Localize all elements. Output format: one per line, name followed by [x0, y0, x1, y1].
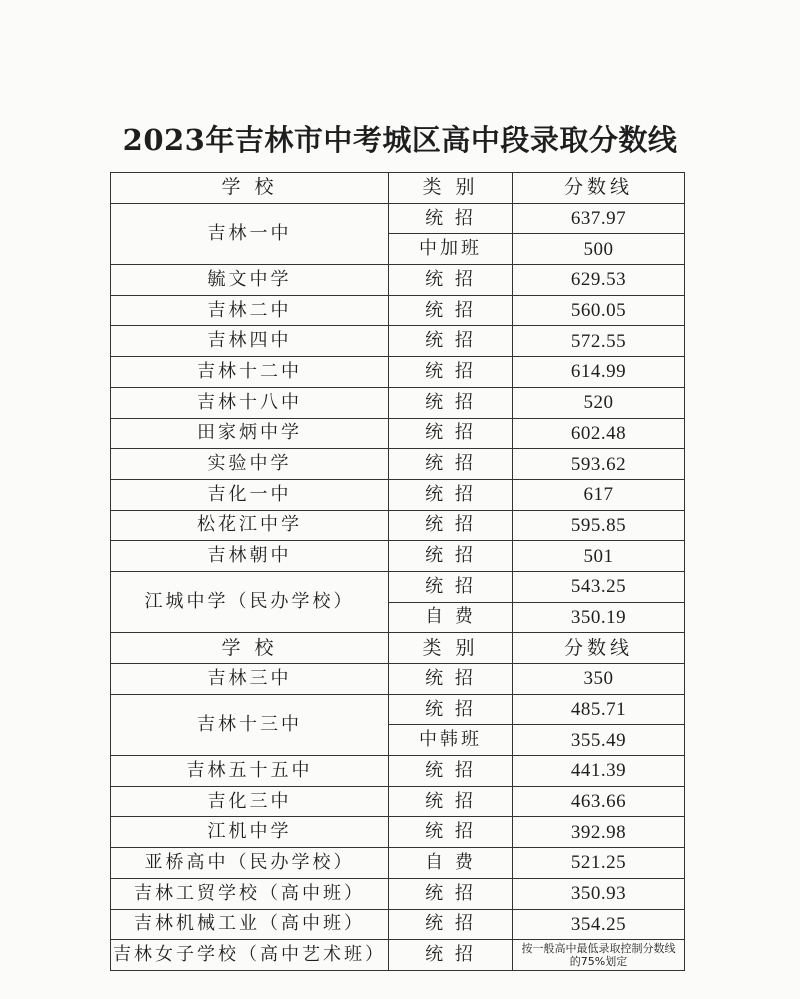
category-cell: 统 招 [389, 571, 513, 602]
school-name: 亚桥高中（民办学校） [111, 848, 389, 879]
category-cell: 自 费 [389, 848, 513, 879]
category-cell: 统 招 [389, 817, 513, 848]
school-name: 吉林二中 [111, 295, 389, 326]
category-cell: 统 招 [389, 265, 513, 296]
category-cell: 统 招 [389, 295, 513, 326]
score-cell: 543.25 [513, 571, 685, 602]
school-name: 吉林三中 [111, 664, 389, 695]
header-score: 分数线 [513, 633, 685, 664]
school-name: 田家炳中学 [111, 418, 389, 449]
score-cell: 350.19 [513, 602, 685, 633]
category-cell: 统 招 [389, 479, 513, 510]
score-cell: 350.93 [513, 878, 685, 909]
school-name: 吉林一中 [111, 203, 389, 264]
score-cell: 350 [513, 664, 685, 695]
table-row [111, 479, 685, 510]
table-row [111, 295, 685, 326]
score-cell: 602.48 [513, 418, 685, 449]
school-name: 吉化一中 [111, 479, 389, 510]
table-row [111, 265, 685, 296]
table-row [111, 817, 685, 848]
table-header-row [111, 633, 685, 664]
score-cell: 355.49 [513, 725, 685, 756]
category-cell: 统 招 [389, 940, 513, 971]
table-row [111, 786, 685, 817]
table-row [111, 357, 685, 388]
school-name: 吉林五十五中 [111, 756, 389, 787]
school-name: 江城中学（民办学校） [111, 571, 389, 632]
category-cell: 中韩班 [389, 725, 513, 756]
category-cell: 统 招 [389, 664, 513, 695]
school-name: 实验中学 [111, 449, 389, 480]
category-cell: 中加班 [389, 234, 513, 265]
table-row [111, 571, 685, 602]
school-name: 吉林机械工业（高中班） [111, 909, 389, 940]
table-row [111, 203, 685, 234]
score-cell: 595.85 [513, 510, 685, 541]
school-name: 吉化三中 [111, 786, 389, 817]
header-category: 类 别 [389, 633, 513, 664]
category-cell: 统 招 [389, 541, 513, 572]
table-row [111, 878, 685, 909]
school-name: 吉林工贸学校（高中班） [111, 878, 389, 909]
table-header-row [111, 173, 685, 204]
category-cell: 统 招 [389, 510, 513, 541]
table-row [111, 909, 685, 940]
score-cell: 500 [513, 234, 685, 265]
score-cell: 463.66 [513, 786, 685, 817]
school-name: 吉林四中 [111, 326, 389, 357]
category-cell: 统 招 [389, 449, 513, 480]
category-cell: 统 招 [389, 878, 513, 909]
header-school: 学 校 [111, 633, 389, 664]
score-cell: 617 [513, 479, 685, 510]
score-table-body [111, 173, 685, 971]
header-score: 分数线 [513, 173, 685, 204]
score-note: 按一般高中最低录取控制分数线的75%划定 [513, 940, 685, 971]
category-cell: 自 费 [389, 602, 513, 633]
table-row [111, 664, 685, 695]
school-name: 吉林女子学校（高中艺术班） [111, 940, 389, 971]
header-category: 类 别 [389, 173, 513, 204]
school-name: 吉林十三中 [111, 694, 389, 755]
table-row [111, 449, 685, 480]
score-cell: 354.25 [513, 909, 685, 940]
page-title: 2023年吉林市中考城区高中段录取分数线 [122, 123, 678, 157]
category-cell: 统 招 [389, 387, 513, 418]
score-cell: 593.62 [513, 449, 685, 480]
school-name: 吉林十八中 [111, 387, 389, 418]
score-cell: 572.55 [513, 326, 685, 357]
score-cell: 614.99 [513, 357, 685, 388]
table-row [111, 326, 685, 357]
category-cell: 统 招 [389, 909, 513, 940]
score-cell: 501 [513, 541, 685, 572]
score-cell: 520 [513, 387, 685, 418]
table-row [111, 756, 685, 787]
category-cell: 统 招 [389, 694, 513, 725]
header-school: 学 校 [111, 173, 389, 204]
table-row [111, 387, 685, 418]
table-row [111, 848, 685, 879]
table-row [111, 694, 685, 725]
category-cell: 统 招 [389, 418, 513, 449]
table-row [111, 418, 685, 449]
school-name: 吉林朝中 [111, 541, 389, 572]
score-table [110, 172, 685, 971]
table-row [111, 541, 685, 572]
score-cell: 629.53 [513, 265, 685, 296]
school-name: 毓文中学 [111, 265, 389, 296]
score-cell: 392.98 [513, 817, 685, 848]
score-cell: 521.25 [513, 848, 685, 879]
category-cell: 统 招 [389, 203, 513, 234]
school-name: 江机中学 [111, 817, 389, 848]
table-row [111, 510, 685, 541]
category-cell: 统 招 [389, 326, 513, 357]
school-name: 松花江中学 [111, 510, 389, 541]
category-cell: 统 招 [389, 786, 513, 817]
category-cell: 统 招 [389, 756, 513, 787]
score-cell: 485.71 [513, 694, 685, 725]
category-cell: 统 招 [389, 357, 513, 388]
score-cell: 637.97 [513, 203, 685, 234]
score-cell: 441.39 [513, 756, 685, 787]
school-name: 吉林十二中 [111, 357, 389, 388]
table-row [111, 940, 685, 971]
score-cell: 560.05 [513, 295, 685, 326]
